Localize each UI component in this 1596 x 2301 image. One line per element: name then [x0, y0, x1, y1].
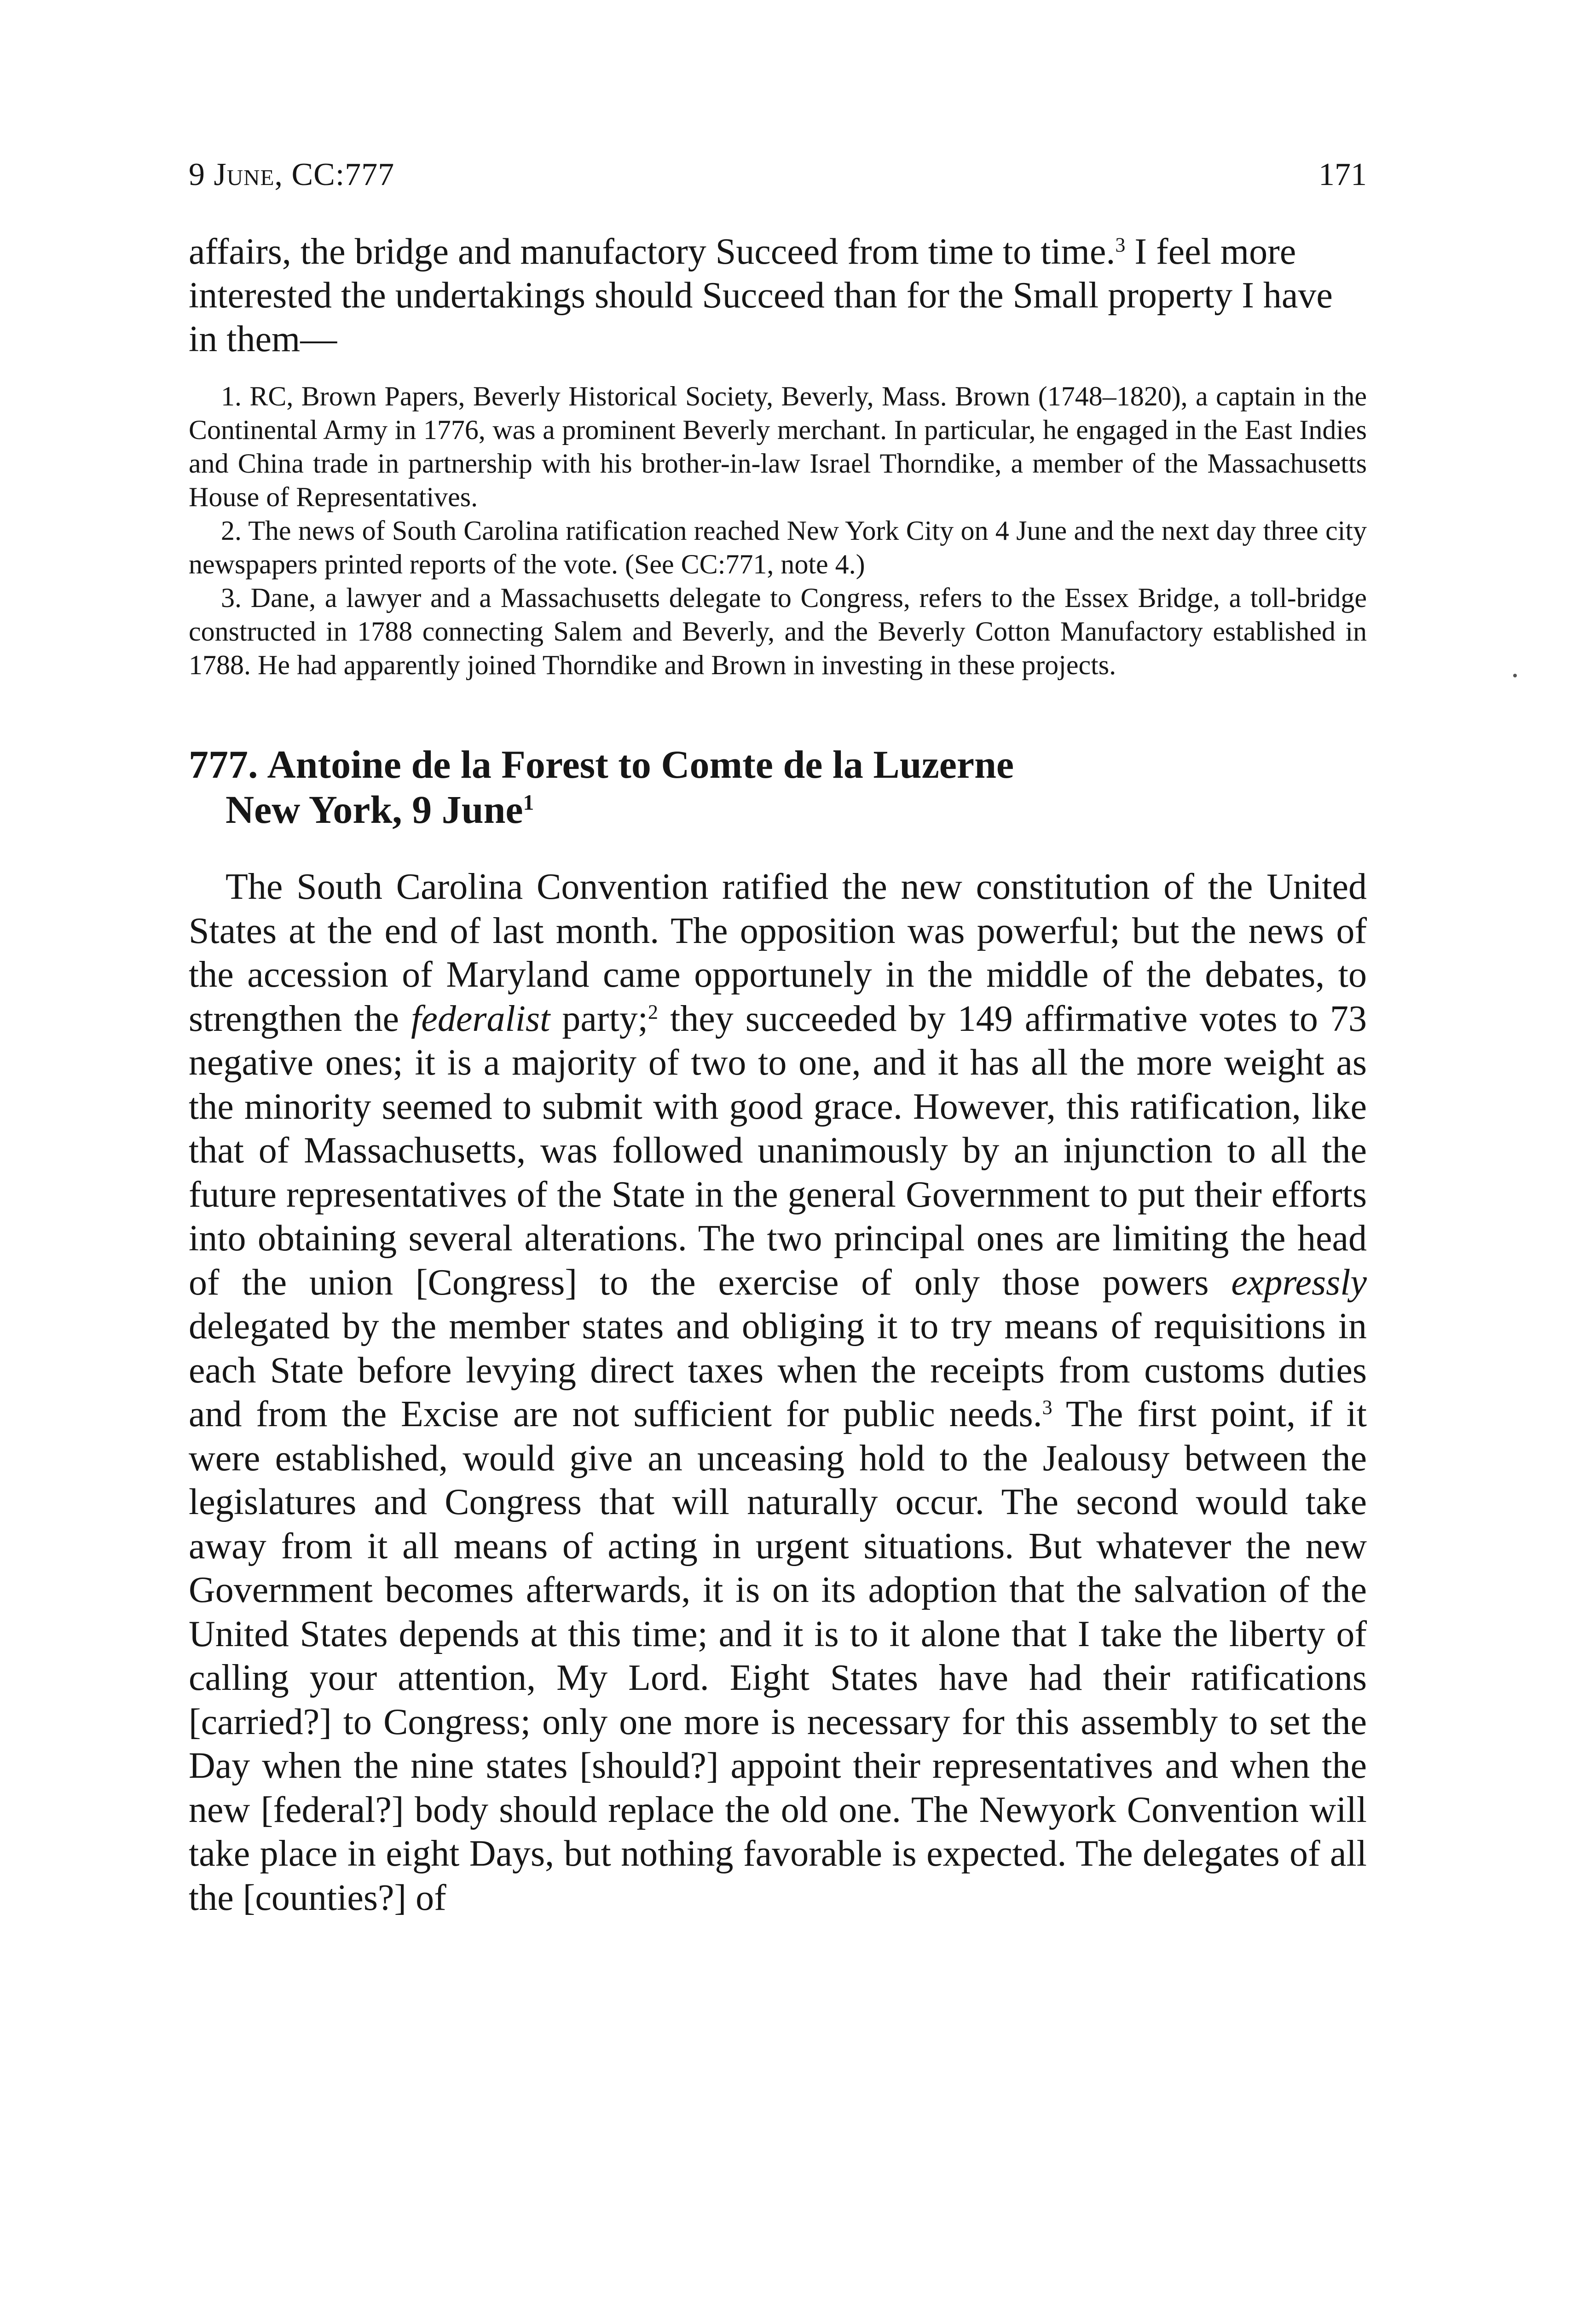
letter-emphasis: federalist: [411, 998, 550, 1039]
document-title: Antoine de la Forest to Comte de la Luzerne: [267, 742, 1014, 786]
letter-text: The first point, if it were established, would give an unceasing hold to the Jealousy between the legislatures and Congress that will naturally occur. The second would take away from it all means of acting in urgent situations. But whatever the new Government becomes afterwards, it is on its adoption that the salvation of the United States depends at this time; and it is to it alone that I take the liberty of calling your attention, My Lord. Eight States have had their ratifications [carried?] to Congress; only one more is necessary for this assembly to set the Day when the nine states [should?] appoint their representatives and when the new [federal?] body should replace the old one. The Newyork Convention will take place in eight Days, but nothing favorable is expected. The delegates of all the [counties?] of: [189, 1394, 1367, 1918]
letter-text: they succeeded by 149 affirmative votes to 73 negative ones; it is a majority of two to one, and it has all the more weight as the minority seemed to submit with good grace. However, this ratification, like that of Massachusetts, was followed unanimously by an injunction to all the future representatives of the State in the general Government to put their efforts into obtaining several alterations. The two principal ones are limiting the head of the union [Congress] to the exercise of only those powers: [189, 998, 1367, 1303]
running-head-day: 9: [189, 157, 214, 192]
footnote-ref: 1: [523, 791, 534, 815]
footnote-ref: 2: [648, 1000, 658, 1023]
continued-text-part2: I feel more interested the undertakings should Succeed than for the Small property I have in them—: [189, 231, 1333, 359]
footnote-ref: 3: [1042, 1396, 1052, 1419]
letter-text: delegated by the member states and obliging it to try means of requisitions in each State before levying direct taxes when the receipts from customs duties and from the Excise are not sufficient for public needs.: [189, 1306, 1367, 1434]
dateline-text: New York, 9 June: [226, 787, 523, 832]
document-number: 777.: [189, 742, 258, 786]
scan-speck: [1513, 674, 1517, 677]
footnote-1: 1. RC, Brown Papers, Beverly Historical Society, Beverly, Mass. Brown (1748–1820), a captain in the Continental Army in 1776, was a prominent Beverly merchant. In particular, he engaged in the East Indies and China trade in partnership with his brother-in-law Israel Thorndike, a member of the Massachusetts House of Representatives.: [189, 381, 1367, 512]
continued-text-part1: affairs, the bridge and manufactory Succeed from time to time.: [189, 231, 1116, 272]
letter-emphasis: expressly: [1231, 1262, 1367, 1303]
letter-body: [189, 865, 1367, 1920]
footnote-3: 3. Dane, a lawyer and a Massachusetts delegate to Congress, refers to the Essex Bridge, a toll-bridge constructed in 1788 connecting Salem and Beverly, and the Beverly Cotton Manufactory established in 1788. He had apparently joined Thorndike and Brown in investing in these projects.: [189, 583, 1367, 680]
letter-text: The South Carolina Convention ratified the new constitution of the United States at the end of last month. The opposition was powerful; but the news of the accession of Maryland came opportunely in the middle of the debates, to strengthen the: [189, 867, 1367, 1039]
running-head-reference: [189, 152, 394, 198]
footnotes: [189, 380, 1367, 682]
letter-text: party;: [550, 998, 648, 1039]
document-heading: [189, 742, 1367, 832]
footnote-2: 2. The news of South Carolina ratification reached New York City on 4 June and the next day three city newspapers printed reports of the vote. (See CC:771, note 4.): [189, 515, 1367, 579]
running-head-month: June: [214, 157, 275, 192]
footnote-ref: 3: [1115, 233, 1126, 256]
document-dateline: [189, 787, 1367, 832]
running-head: [189, 152, 1367, 198]
running-head-doc-ref: , CC:777: [274, 157, 395, 192]
continued-letter-text: [189, 230, 1367, 361]
book-page: [189, 152, 1367, 1957]
page-number: 171: [1318, 157, 1367, 192]
